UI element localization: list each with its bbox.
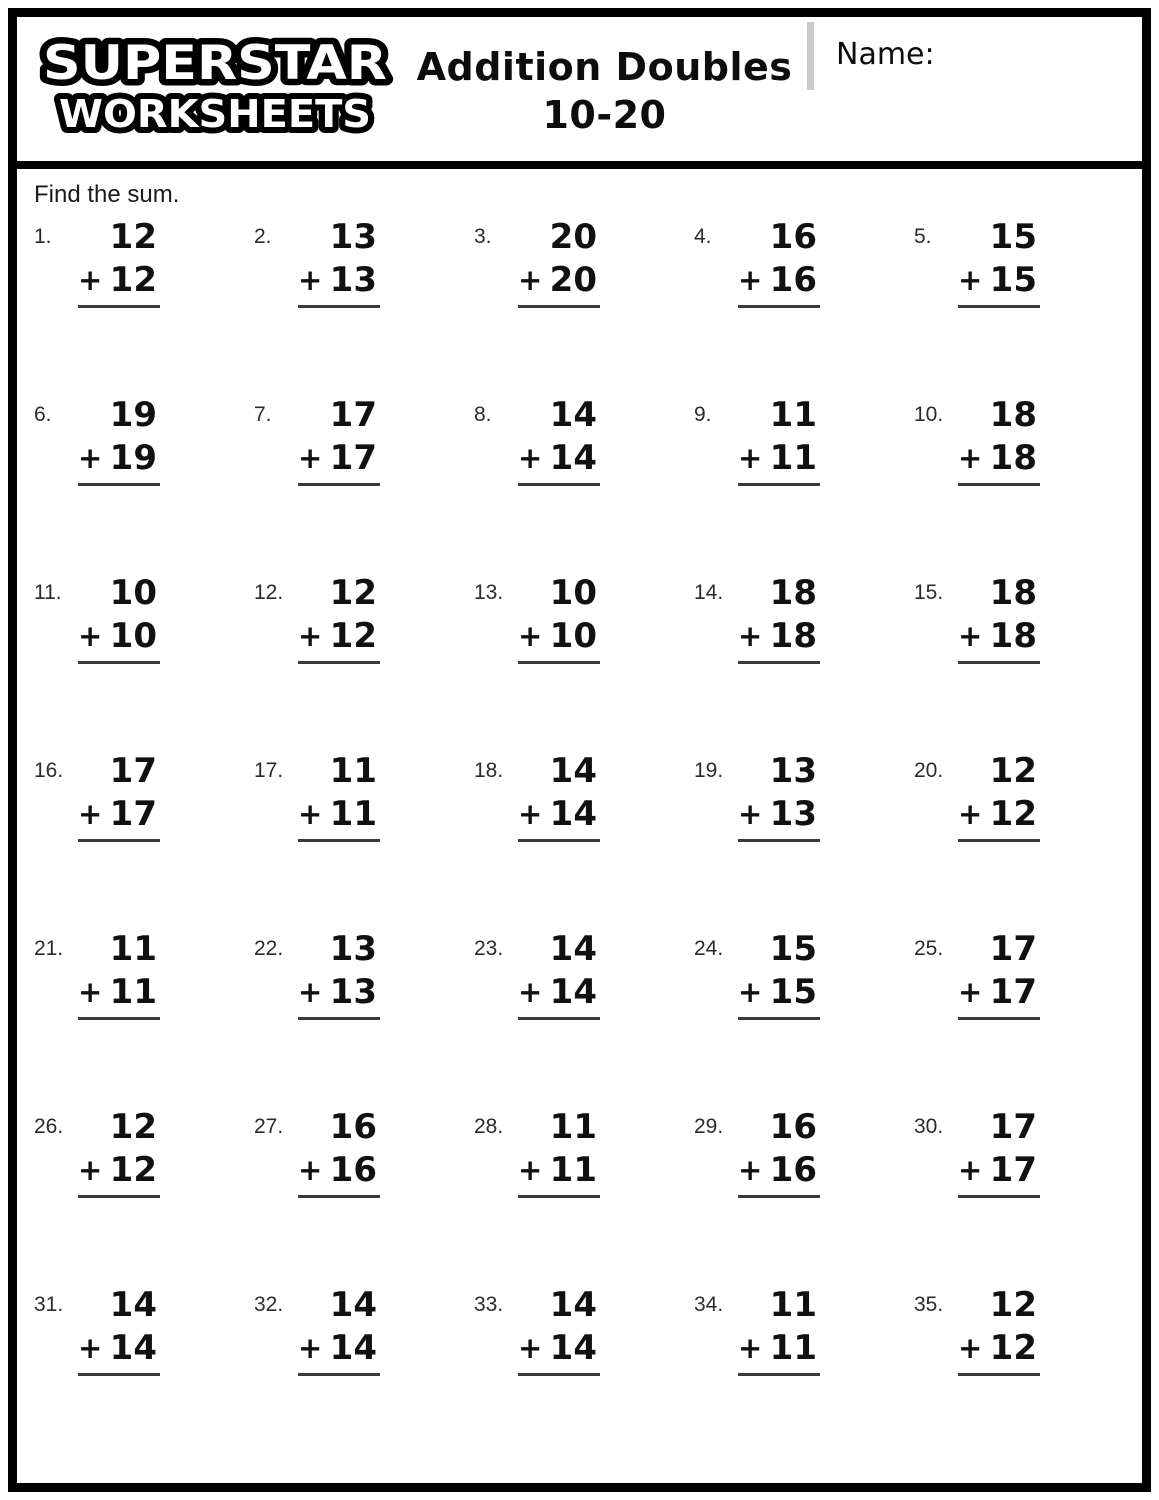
bottom-operand: 10 xyxy=(549,616,597,656)
problem-work-area xyxy=(518,571,600,664)
addition-problem xyxy=(254,393,474,571)
bottom-operand-row xyxy=(298,259,380,301)
top-operand: 14 xyxy=(329,1285,377,1325)
bottom-operand-row xyxy=(738,259,820,301)
top-operand: 20 xyxy=(549,217,597,257)
bottom-operand: 15 xyxy=(769,972,817,1012)
top-operand: 11 xyxy=(109,929,157,969)
name-label: Name: xyxy=(836,37,935,72)
problem-work-area xyxy=(738,1283,820,1376)
top-operand: 11 xyxy=(549,1107,597,1147)
addition-problem xyxy=(694,927,914,1105)
answer-line xyxy=(958,1195,1040,1198)
answer-line xyxy=(298,1017,380,1020)
answer-line xyxy=(78,1195,160,1198)
top-operand: 11 xyxy=(769,1285,817,1325)
bottom-operand: 18 xyxy=(769,616,817,656)
answer-line xyxy=(78,483,160,486)
bottom-operand-row xyxy=(298,971,380,1013)
bottom-operand: 17 xyxy=(329,438,377,478)
bottom-operand-row xyxy=(738,971,820,1013)
problem-number: 16. xyxy=(34,759,64,782)
bottom-operand-row xyxy=(518,971,600,1013)
problem-number: 26. xyxy=(34,1115,64,1138)
addition-problem xyxy=(694,1283,914,1461)
addition-problem xyxy=(34,1283,254,1461)
answer-line xyxy=(518,483,600,486)
problem-work-area xyxy=(78,927,160,1020)
addition-problem xyxy=(254,927,474,1105)
plus-sign: + xyxy=(78,1153,103,1187)
bottom-operand: 19 xyxy=(109,438,157,478)
answer-line xyxy=(958,839,1040,842)
addition-problem xyxy=(694,215,914,393)
addition-problem xyxy=(474,927,694,1105)
bottom-operand-row xyxy=(738,615,820,657)
plus-sign: + xyxy=(518,975,543,1009)
addition-problem xyxy=(474,1105,694,1283)
problem-number: 9. xyxy=(694,403,712,426)
problem-work-area xyxy=(518,927,600,1020)
problem-number: 23. xyxy=(474,937,504,960)
problem-number: 35. xyxy=(914,1293,944,1316)
top-operand: 14 xyxy=(549,929,597,969)
name-section xyxy=(807,17,1142,90)
problem-work-area xyxy=(738,215,820,308)
problem-work-area xyxy=(298,571,380,664)
answer-line xyxy=(518,1373,600,1376)
answer-line xyxy=(958,1373,1040,1376)
addition-problem xyxy=(694,1105,914,1283)
bottom-operand: 12 xyxy=(989,794,1037,834)
bottom-operand-row xyxy=(958,971,1040,1013)
problem-number: 19. xyxy=(694,759,724,782)
bottom-operand-row xyxy=(958,1149,1040,1191)
problem-work-area xyxy=(518,215,600,308)
addition-problem xyxy=(694,749,914,927)
bottom-operand: 12 xyxy=(109,260,157,300)
plus-sign: + xyxy=(78,797,103,831)
bottom-operand-row xyxy=(298,1327,380,1369)
problem-work-area xyxy=(518,393,600,486)
answer-line xyxy=(298,661,380,664)
addition-problem xyxy=(34,393,254,571)
problem-number: 21. xyxy=(34,937,64,960)
worksheet-body xyxy=(17,169,1142,1461)
problem-number: 20. xyxy=(914,759,944,782)
top-operand: 12 xyxy=(989,751,1037,791)
problem-work-area xyxy=(958,749,1040,842)
answer-line xyxy=(518,1195,600,1198)
bottom-operand-row xyxy=(518,1149,600,1191)
answer-line xyxy=(518,839,600,842)
addition-problem xyxy=(254,571,474,749)
plus-sign: + xyxy=(958,263,983,297)
bottom-operand-row xyxy=(298,1149,380,1191)
plus-sign: + xyxy=(298,1153,323,1187)
bottom-operand-row xyxy=(958,615,1040,657)
bottom-operand: 13 xyxy=(329,260,377,300)
bottom-operand-row xyxy=(518,793,600,835)
plus-sign: + xyxy=(958,797,983,831)
plus-sign: + xyxy=(298,263,323,297)
top-operand: 12 xyxy=(109,217,157,257)
problem-work-area xyxy=(78,571,160,664)
problem-number: 34. xyxy=(694,1293,724,1316)
header xyxy=(17,17,1142,169)
answer-line xyxy=(518,1017,600,1020)
bottom-operand: 20 xyxy=(549,260,597,300)
problem-number: 5. xyxy=(914,225,932,248)
bottom-operand: 14 xyxy=(549,972,597,1012)
answer-line xyxy=(78,661,160,664)
bottom-operand-row xyxy=(78,793,160,835)
answer-line xyxy=(738,483,820,486)
bottom-operand-row xyxy=(738,793,820,835)
problem-number: 29. xyxy=(694,1115,724,1138)
answer-line xyxy=(958,305,1040,308)
plus-sign: + xyxy=(518,619,543,653)
plus-sign: + xyxy=(958,1331,983,1365)
answer-line xyxy=(518,305,600,308)
top-operand: 14 xyxy=(549,395,597,435)
plus-sign: + xyxy=(518,263,543,297)
bottom-operand: 11 xyxy=(769,438,817,478)
bottom-operand-row xyxy=(78,615,160,657)
problem-number: 8. xyxy=(474,403,492,426)
addition-problem xyxy=(694,393,914,571)
bottom-operand-row xyxy=(298,793,380,835)
problem-number: 22. xyxy=(254,937,284,960)
top-operand: 18 xyxy=(989,395,1037,435)
plus-sign: + xyxy=(738,975,763,1009)
problem-number: 15. xyxy=(914,581,944,604)
bottom-operand: 11 xyxy=(329,794,377,834)
bottom-operand: 16 xyxy=(329,1150,377,1190)
problem-work-area xyxy=(298,1283,380,1376)
plus-sign: + xyxy=(298,441,323,475)
bottom-operand-row xyxy=(78,1327,160,1369)
addition-problem xyxy=(254,749,474,927)
answer-line xyxy=(298,839,380,842)
logo-line1: SUPERSTAR xyxy=(43,36,387,91)
answer-line xyxy=(298,483,380,486)
problem-number: 25. xyxy=(914,937,944,960)
top-operand: 12 xyxy=(329,573,377,613)
addition-problem xyxy=(914,1105,1134,1283)
plus-sign: + xyxy=(298,619,323,653)
top-operand: 16 xyxy=(769,1107,817,1147)
problem-work-area xyxy=(738,393,820,486)
addition-problem xyxy=(34,749,254,927)
answer-line xyxy=(738,1373,820,1376)
bottom-operand-row xyxy=(78,1149,160,1191)
top-operand: 13 xyxy=(329,929,377,969)
addition-problem xyxy=(474,215,694,393)
answer-line xyxy=(738,1017,820,1020)
problem-number: 2. xyxy=(254,225,272,248)
bottom-operand: 13 xyxy=(769,794,817,834)
answer-line xyxy=(518,661,600,664)
bottom-operand: 17 xyxy=(109,794,157,834)
addition-problem xyxy=(914,571,1134,749)
bottom-operand-row xyxy=(78,259,160,301)
bottom-operand: 15 xyxy=(989,260,1037,300)
bottom-operand-row xyxy=(518,615,600,657)
bottom-operand: 14 xyxy=(549,438,597,478)
page-title-line1: Addition Doubles xyxy=(416,45,793,89)
bottom-operand: 18 xyxy=(989,616,1037,656)
bottom-operand: 11 xyxy=(109,972,157,1012)
bottom-operand-row xyxy=(958,1327,1040,1369)
top-operand: 11 xyxy=(769,395,817,435)
problem-number: 12. xyxy=(254,581,284,604)
bottom-operand-row xyxy=(518,259,600,301)
top-operand: 17 xyxy=(989,1107,1037,1147)
problem-number: 7. xyxy=(254,403,272,426)
top-operand: 17 xyxy=(989,929,1037,969)
bottom-operand: 16 xyxy=(769,1150,817,1190)
top-operand: 18 xyxy=(989,573,1037,613)
top-operand: 17 xyxy=(329,395,377,435)
problem-number: 32. xyxy=(254,1293,284,1316)
problem-number: 11. xyxy=(34,581,62,604)
top-operand: 18 xyxy=(769,573,817,613)
bottom-operand: 13 xyxy=(329,972,377,1012)
plus-sign: + xyxy=(958,1153,983,1187)
bottom-operand-row xyxy=(518,1327,600,1369)
plus-sign: + xyxy=(738,263,763,297)
plus-sign: + xyxy=(738,441,763,475)
bottom-operand-row xyxy=(298,615,380,657)
problem-work-area xyxy=(958,1105,1040,1198)
addition-problem xyxy=(34,1105,254,1283)
addition-problem xyxy=(474,749,694,927)
problem-work-area xyxy=(958,1283,1040,1376)
problem-number: 3. xyxy=(474,225,492,248)
addition-problem xyxy=(254,215,474,393)
bottom-operand: 14 xyxy=(549,1328,597,1368)
bottom-operand: 14 xyxy=(549,794,597,834)
bottom-operand: 17 xyxy=(989,1150,1037,1190)
answer-line xyxy=(78,1017,160,1020)
problem-work-area xyxy=(78,215,160,308)
problem-work-area xyxy=(298,215,380,308)
bottom-operand: 14 xyxy=(109,1328,157,1368)
problem-number: 1. xyxy=(34,225,52,248)
plus-sign: + xyxy=(78,975,103,1009)
plus-sign: + xyxy=(738,619,763,653)
answer-line xyxy=(298,1373,380,1376)
addition-problem xyxy=(34,571,254,749)
addition-problem xyxy=(34,215,254,393)
page-title xyxy=(402,17,807,139)
top-operand: 10 xyxy=(109,573,157,613)
addition-problem xyxy=(34,927,254,1105)
plus-sign: + xyxy=(958,441,983,475)
plus-sign: + xyxy=(78,1331,103,1365)
top-operand: 12 xyxy=(109,1107,157,1147)
addition-problem xyxy=(914,215,1134,393)
answer-line xyxy=(738,839,820,842)
problem-work-area xyxy=(738,927,820,1020)
answer-line xyxy=(78,839,160,842)
bottom-operand: 11 xyxy=(549,1150,597,1190)
top-operand: 13 xyxy=(769,751,817,791)
problem-number: 18. xyxy=(474,759,504,782)
problem-number: 28. xyxy=(474,1115,504,1138)
problem-number: 14. xyxy=(694,581,724,604)
addition-problem xyxy=(474,1283,694,1461)
plus-sign: + xyxy=(738,1153,763,1187)
addition-problem xyxy=(474,393,694,571)
problem-work-area xyxy=(518,1105,600,1198)
plus-sign: + xyxy=(518,441,543,475)
top-operand: 12 xyxy=(989,1285,1037,1325)
plus-sign: + xyxy=(518,797,543,831)
top-operand: 16 xyxy=(769,217,817,257)
plus-sign: + xyxy=(298,1331,323,1365)
plus-sign: + xyxy=(78,441,103,475)
problem-work-area xyxy=(78,393,160,486)
problem-work-area xyxy=(78,749,160,842)
problem-work-area xyxy=(738,1105,820,1198)
bottom-operand: 18 xyxy=(989,438,1037,478)
answer-line xyxy=(958,483,1040,486)
bottom-operand: 11 xyxy=(769,1328,817,1368)
page-title-line2: 10-20 xyxy=(542,93,667,137)
answer-line xyxy=(298,1195,380,1198)
problem-number: 17. xyxy=(254,759,284,782)
bottom-operand-row xyxy=(78,437,160,479)
addition-problem xyxy=(914,1283,1134,1461)
logo-bubble-text xyxy=(29,27,401,145)
bottom-operand-row xyxy=(958,437,1040,479)
bottom-operand-row xyxy=(958,793,1040,835)
problem-work-area xyxy=(78,1105,160,1198)
plus-sign: + xyxy=(298,797,323,831)
problem-number: 13. xyxy=(474,581,504,604)
answer-line xyxy=(298,305,380,308)
top-operand: 10 xyxy=(549,573,597,613)
bottom-operand-row xyxy=(738,1327,820,1369)
bottom-operand: 14 xyxy=(329,1328,377,1368)
addition-problem xyxy=(254,1105,474,1283)
addition-problem xyxy=(694,571,914,749)
top-operand: 16 xyxy=(329,1107,377,1147)
problem-work-area xyxy=(298,749,380,842)
top-operand: 14 xyxy=(549,751,597,791)
bottom-operand-row xyxy=(518,437,600,479)
problem-work-area xyxy=(738,749,820,842)
plus-sign: + xyxy=(518,1331,543,1365)
plus-sign: + xyxy=(958,619,983,653)
answer-line xyxy=(958,1017,1040,1020)
plus-sign: + xyxy=(518,1153,543,1187)
bottom-operand: 12 xyxy=(109,1150,157,1190)
name-divider-bar xyxy=(807,22,814,90)
problem-number: 24. xyxy=(694,937,724,960)
top-operand: 11 xyxy=(329,751,377,791)
bottom-operand-row xyxy=(738,1149,820,1191)
problem-work-area xyxy=(298,1105,380,1198)
top-operand: 15 xyxy=(769,929,817,969)
logo-line2: WORKSHEETS xyxy=(59,92,371,136)
problem-work-area xyxy=(738,571,820,664)
problem-work-area xyxy=(958,571,1040,664)
problem-work-area xyxy=(958,393,1040,486)
bottom-operand: 12 xyxy=(329,616,377,656)
plus-sign: + xyxy=(738,1331,763,1365)
problem-work-area xyxy=(958,215,1040,308)
problem-number: 27. xyxy=(254,1115,284,1138)
bottom-operand: 17 xyxy=(989,972,1037,1012)
bottom-operand: 10 xyxy=(109,616,157,656)
answer-line xyxy=(738,661,820,664)
bottom-operand: 16 xyxy=(769,260,817,300)
addition-problem xyxy=(474,571,694,749)
plus-sign: + xyxy=(958,975,983,1009)
problem-number: 31. xyxy=(34,1293,64,1316)
problem-number: 30. xyxy=(914,1115,944,1138)
problem-work-area xyxy=(518,749,600,842)
top-operand: 15 xyxy=(989,217,1037,257)
bottom-operand-row xyxy=(78,971,160,1013)
worksheet-page xyxy=(8,8,1151,1492)
answer-line xyxy=(738,1195,820,1198)
answer-line xyxy=(738,305,820,308)
top-operand: 17 xyxy=(109,751,157,791)
problem-number: 33. xyxy=(474,1293,504,1316)
bottom-operand: 12 xyxy=(989,1328,1037,1368)
superstar-worksheets-logo xyxy=(17,17,402,150)
top-operand: 14 xyxy=(109,1285,157,1325)
problem-number: 6. xyxy=(34,403,52,426)
plus-sign: + xyxy=(298,975,323,1009)
bottom-operand-row xyxy=(958,259,1040,301)
plus-sign: + xyxy=(738,797,763,831)
answer-line xyxy=(78,1373,160,1376)
problem-work-area xyxy=(958,927,1040,1020)
top-operand: 13 xyxy=(329,217,377,257)
addition-problem xyxy=(914,927,1134,1105)
plus-sign: + xyxy=(78,619,103,653)
bottom-operand-row xyxy=(738,437,820,479)
instruction-text: Find the sum. xyxy=(34,181,180,208)
problem-work-area xyxy=(298,927,380,1020)
answer-line xyxy=(78,305,160,308)
addition-problem xyxy=(914,749,1134,927)
top-operand: 14 xyxy=(549,1285,597,1325)
addition-problem xyxy=(254,1283,474,1461)
addition-problem xyxy=(914,393,1134,571)
top-operand: 19 xyxy=(109,395,157,435)
problem-number: 4. xyxy=(694,225,712,248)
problem-number: 10. xyxy=(914,403,944,426)
bottom-operand-row xyxy=(298,437,380,479)
problems-grid xyxy=(34,215,1142,1461)
problem-work-area xyxy=(78,1283,160,1376)
plus-sign: + xyxy=(78,263,103,297)
problem-work-area xyxy=(518,1283,600,1376)
answer-line xyxy=(958,661,1040,664)
problem-work-area xyxy=(298,393,380,486)
